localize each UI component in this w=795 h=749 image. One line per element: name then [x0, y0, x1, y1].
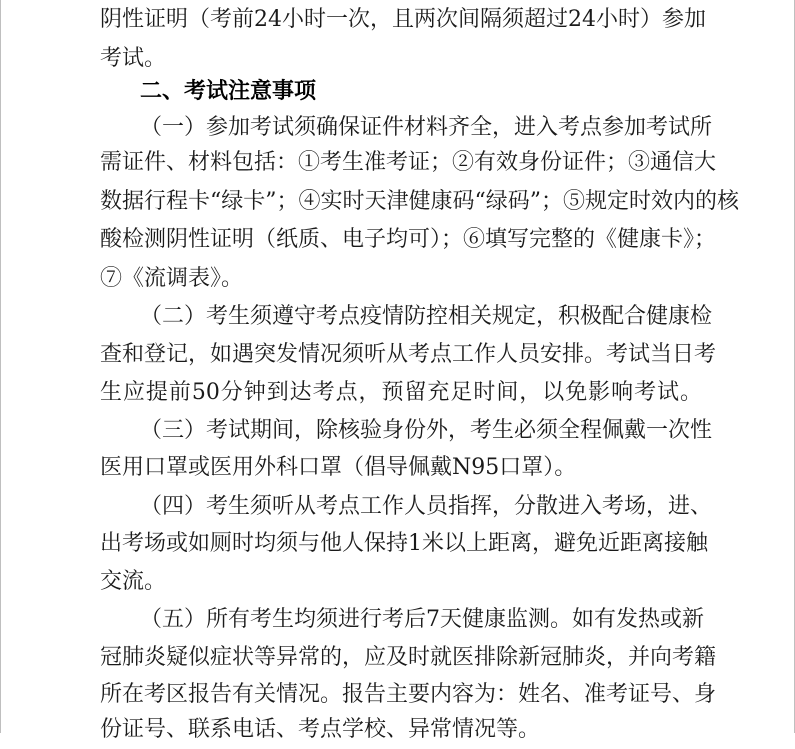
paragraph-line: 出考场或如厕时均须与他人保持1米以上距离，避免近距离接触: [100, 531, 708, 556]
paragraph-line: 生应提前50分钟到达考点，预留充足时间，以免影响考试。: [100, 380, 702, 405]
paragraph-line: （三）考试期间，除核验身份外，考生必须全程佩戴一次性: [140, 418, 713, 443]
paragraph-line: （五）所有考生均须进行考后7天健康监测。如有发热或新: [140, 607, 704, 632]
paragraph-line: 阴性证明（考前24小时一次，且两次间隔须超过24小时）参加: [100, 7, 706, 32]
paragraph-line: （一）参加考试须确保证件材料齐全，进入考点参加考试所: [140, 115, 713, 140]
section-heading: 二、考试注意事项: [140, 78, 317, 104]
paragraph-line: （二）考生须遵守考点疫情防控相关规定，积极配合健康检: [140, 304, 713, 329]
paragraph-line: 医用口罩或医用外科口罩（倡导佩戴N95口罩）。: [100, 455, 577, 480]
paragraph-line: 交流。: [100, 569, 167, 594]
page-left-border: [0, 0, 1, 733]
paragraph-line: 冠肺炎疑似症状等异常的，应及时就医排除新冠肺炎，并向考籍: [100, 645, 717, 670]
paragraph-line: 需证件、材料包括：①考生准考证；②有效身份证件；③通信大: [100, 150, 717, 175]
paragraph-line: 查和登记，如遇突发情况须听从考点工作人员安排。考试当日考: [100, 342, 717, 367]
paragraph-line: ⑦《流调表》。: [100, 266, 244, 291]
paragraph-line: 所在考区报告有关情况。报告主要内容为：姓名、准考证号、身: [100, 682, 717, 707]
paragraph-line: 酸检测阴性证明（纸质、电子均可）；⑥填写完整的《健康卡》；: [100, 227, 717, 252]
paragraph-line: 份证号、联系电话、考点学校、异常情况等。: [100, 717, 541, 742]
paragraph-line: （四）考生须听从考点工作人员指挥，分散进入考场，进、: [140, 494, 713, 519]
paragraph-line: 考试。: [100, 46, 167, 71]
paragraph-line: 数据行程卡“绿卡”；④实时天津健康码“绿码”；⑤规定时效内的核: [100, 189, 739, 214]
